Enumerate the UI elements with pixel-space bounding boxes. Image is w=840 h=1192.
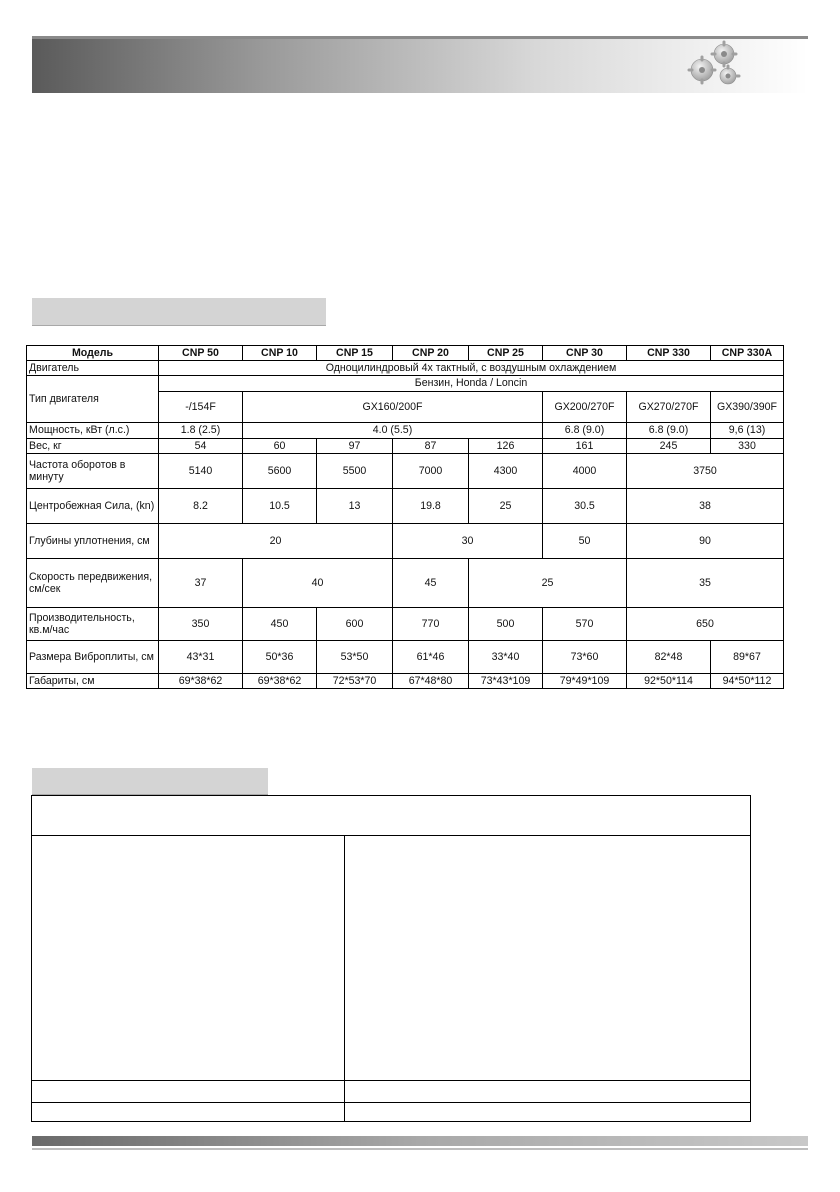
- row-label: Двигатель: [27, 361, 159, 376]
- table-cell: 97: [317, 439, 393, 454]
- table-cell: 330: [711, 439, 784, 454]
- form-divider: [32, 835, 750, 836]
- table-cell: 5500: [317, 454, 393, 489]
- row-label: Тип двигателя: [27, 376, 159, 423]
- table-cell: 3750: [627, 454, 784, 489]
- warranty-form-box: [31, 795, 751, 1122]
- table-cell: 30.5: [543, 489, 627, 524]
- table-cell: 245: [627, 439, 711, 454]
- row-label: Производительность, кв.м/час: [27, 608, 159, 641]
- table-row: [27, 674, 784, 689]
- table-cell: 9,6 (13): [711, 423, 784, 439]
- table-cell: 19.8: [393, 489, 469, 524]
- table-cell: 90: [627, 524, 784, 559]
- table-cell: 50*36: [243, 641, 317, 674]
- table-row: [27, 423, 784, 439]
- table-row: [27, 376, 784, 392]
- table-cell: 37: [159, 559, 243, 608]
- header-cell: CNP 10: [243, 346, 317, 361]
- form-divider: [32, 1080, 750, 1081]
- table-row: [27, 489, 784, 524]
- table-row: [27, 439, 784, 454]
- footer-line: [32, 1148, 808, 1150]
- table-cell: 69*38*62: [243, 674, 317, 689]
- row-label: Мощность, кВт (л.с.): [27, 423, 159, 439]
- specs-table: [26, 345, 784, 689]
- row-label: Глубины уплотнения, см: [27, 524, 159, 559]
- table-cell: 60: [243, 439, 317, 454]
- table-header-row: [27, 346, 784, 361]
- table-cell: 33*40: [469, 641, 543, 674]
- table-cell: 72*53*70: [317, 674, 393, 689]
- header-cell: Модель: [27, 346, 159, 361]
- table-cell: 5600: [243, 454, 317, 489]
- header-cell: CNP 15: [317, 346, 393, 361]
- table-row: [27, 559, 784, 608]
- gears-icon: [680, 38, 750, 88]
- header-cell: CNP 330A: [711, 346, 784, 361]
- section-heading-bar: [32, 768, 268, 795]
- row-label: Частота оборотов в минуту: [27, 454, 159, 489]
- table-cell: 4000: [543, 454, 627, 489]
- table-cell: 89*67: [711, 641, 784, 674]
- table-cell: 10.5: [243, 489, 317, 524]
- table-cell: 8.2: [159, 489, 243, 524]
- header-cell: CNP 330: [627, 346, 711, 361]
- table-row: [27, 454, 784, 489]
- row-label: Габариты, см: [27, 674, 159, 689]
- table-cell: 50: [543, 524, 627, 559]
- table-cell: 30: [393, 524, 543, 559]
- table-cell: GX390/390F: [711, 392, 784, 423]
- table-cell: 4300: [469, 454, 543, 489]
- footer-bar: [32, 1136, 808, 1146]
- table-cell: 43*31: [159, 641, 243, 674]
- form-divider: [32, 1102, 750, 1103]
- table-cell: 770: [393, 608, 469, 641]
- table-cell: 54: [159, 439, 243, 454]
- table-cell: 5140: [159, 454, 243, 489]
- table-cell: 73*60: [543, 641, 627, 674]
- table-cell: 1.8 (2.5): [159, 423, 243, 439]
- table-cell: 161: [543, 439, 627, 454]
- table-cell: 69*38*62: [159, 674, 243, 689]
- table-cell: 67*48*80: [393, 674, 469, 689]
- table-cell: 6.8 (9.0): [627, 423, 711, 439]
- table-cell: Бензин, Honda / Loncin: [159, 376, 784, 392]
- table-cell: 87: [393, 439, 469, 454]
- table-cell: Одноцилиндровый 4х тактный, с воздушным охлаждением: [159, 361, 784, 376]
- table-cell: 350: [159, 608, 243, 641]
- table-cell: 61*46: [393, 641, 469, 674]
- table-cell: 40: [243, 559, 393, 608]
- table-cell: 600: [317, 608, 393, 641]
- header-cell: CNP 25: [469, 346, 543, 361]
- table-cell: 570: [543, 608, 627, 641]
- table-cell: GX270/270F: [627, 392, 711, 423]
- table-cell: 35: [627, 559, 784, 608]
- table-cell: 126: [469, 439, 543, 454]
- section-heading-bar: [32, 298, 326, 326]
- table-cell: 38: [627, 489, 784, 524]
- table-cell: 25: [469, 559, 627, 608]
- table-cell: -/154F: [159, 392, 243, 423]
- table-cell: 20: [159, 524, 393, 559]
- table-cell: 4.0 (5.5): [243, 423, 543, 439]
- table-cell: GX200/270F: [543, 392, 627, 423]
- table-cell: 13: [317, 489, 393, 524]
- table-cell: 450: [243, 608, 317, 641]
- row-label: Размера Виброплиты, см: [27, 641, 159, 674]
- table-cell: 500: [469, 608, 543, 641]
- table-cell: GX160/200F: [243, 392, 543, 423]
- header-cell: CNP 30: [543, 346, 627, 361]
- header-cell: CNP 20: [393, 346, 469, 361]
- table-row: [27, 641, 784, 674]
- table-row: [27, 608, 784, 641]
- table-cell: 6.8 (9.0): [543, 423, 627, 439]
- table-cell: 53*50: [317, 641, 393, 674]
- table-row: [27, 361, 784, 376]
- table-cell: 650: [627, 608, 784, 641]
- row-label: Центробежная Сила, (kn): [27, 489, 159, 524]
- table-cell: 25: [469, 489, 543, 524]
- table-cell: 92*50*114: [627, 674, 711, 689]
- table-cell: 45: [393, 559, 469, 608]
- table-cell: 82*48: [627, 641, 711, 674]
- table-cell: 94*50*112: [711, 674, 784, 689]
- table-cell: 73*43*109: [469, 674, 543, 689]
- table-cell: 7000: [393, 454, 469, 489]
- row-label: Скорость передвижения, см/сек: [27, 559, 159, 608]
- table-cell: 79*49*109: [543, 674, 627, 689]
- header-cell: CNP 50: [159, 346, 243, 361]
- table-row: [27, 524, 784, 559]
- row-label: Вес, кг: [27, 439, 159, 454]
